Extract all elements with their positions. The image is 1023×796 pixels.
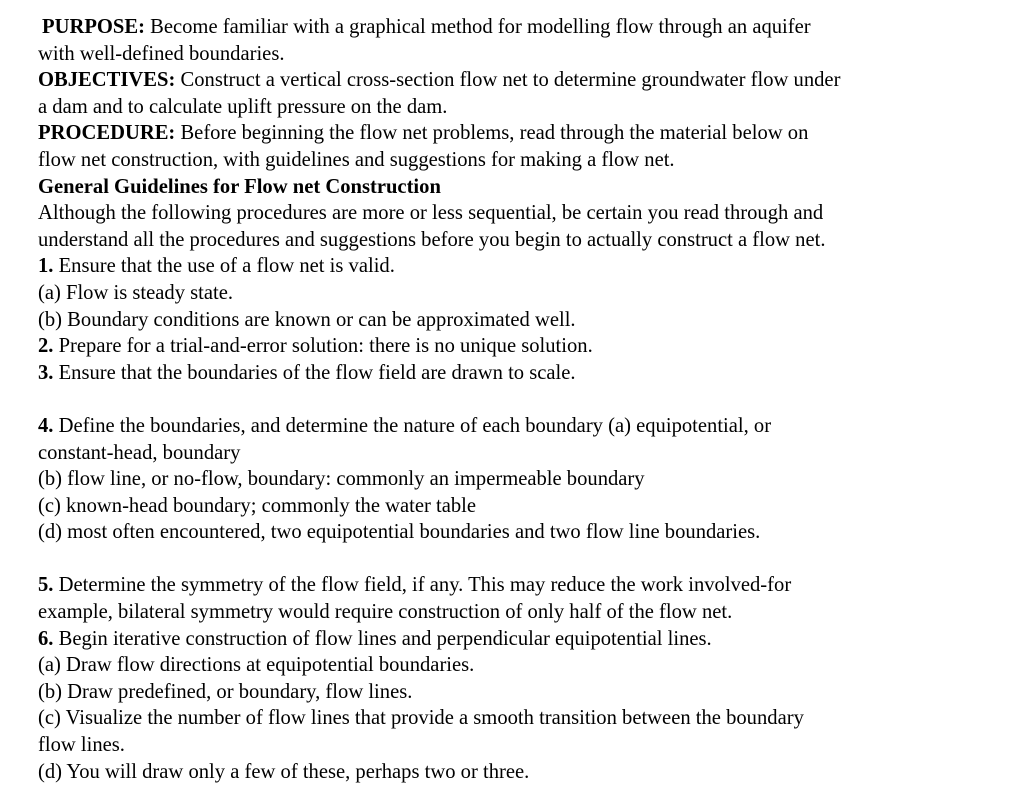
step-6c-line-1: (c) Visualize the number of flow lines that provide a smooth transition between the boundary [38,707,804,730]
step-3 [38,360,998,387]
step-6-text: Begin iterative construction of flow lines and perpendicular equipotential lines. [53,627,712,650]
objectives-line-1 [38,67,998,94]
guidelines-intro-2: understand all the procedures and suggestions before you begin to actually construct a flow net. [38,228,826,251]
step-5-line-2: example, bilateral symmetry would require construction of only half of the flow net. [38,601,733,624]
step-5-text-1: Determine the symmetry of the flow field, if any. This may reduce the work involved-for [53,574,792,597]
guidelines-heading-text: General Guidelines for Flow net Construction [38,175,441,198]
step-1-text: Ensure that the use of a flow net is valid. [53,255,395,278]
objectives-label: OBJECTIVES: [38,69,176,92]
step-6b: (b) Draw predefined, or boundary, flow lines. [38,680,413,703]
step-4-line-2: constant-head, boundary [38,441,241,464]
step-3-text: Ensure that the boundaries of the flow field are drawn to scale. [53,361,576,384]
guidelines-intro-1: Although the following procedures are more or less sequential, be certain you read through and [38,202,824,225]
step-2 [38,333,998,360]
purpose-line-1 [38,14,998,41]
step-4c: (c) known-head boundary; commonly the water table [38,494,477,517]
purpose-text-1: Become familiar with a graphical method for modelling flow through an aquifer [144,16,811,38]
step-6a: (a) Draw flow directions at equipotential boundaries. [38,654,475,677]
purpose-label: PURPOSE: [42,16,145,38]
step-2-text: Prepare for a trial-and-error solution: there is no unique solution. [53,335,593,358]
step-1b: (b) Boundary conditions are known or can be approximated well. [38,308,576,331]
step-1-number: 1. [38,255,54,278]
spacer [38,386,998,413]
objectives-line-2: a dam and to calculate uplift pressure on the dam. [38,95,448,118]
step-6 [38,626,998,653]
step-4-text-1: Define the boundaries, and determine the nature of each boundary (a) equipotential, or [53,414,772,437]
procedure-label: PROCEDURE: [38,122,176,145]
step-3-number: 3. [38,361,54,384]
spacer [38,546,998,573]
step-6c-line-2: flow lines. [38,734,125,757]
step-1a: (a) Flow is steady state. [38,281,234,304]
step-2-number: 2. [38,335,54,358]
objectives-text-1: Construct a vertical cross-section flow net to determine groundwater flow under [175,69,841,92]
step-6d: (d) You will draw only a few of these, perhaps two or three. [38,760,530,783]
purpose-line-2: with well-defined boundaries. [38,42,285,65]
procedure-line-1 [38,120,998,147]
step-4d: (d) most often encountered, two equipotential boundaries and two flow line boundaries. [38,521,761,544]
guidelines-heading [38,174,998,201]
step-6-number: 6. [38,627,54,650]
step-5-number: 5. [38,574,54,597]
step-1 [38,253,998,280]
procedure-line-2: flow net construction, with guidelines and suggestions for making a flow net. [38,148,675,171]
step-4b: (b) flow line, or no-flow, boundary: commonly an impermeable boundary [38,468,645,491]
step-4-number: 4. [38,414,54,437]
procedure-text-1: Before beginning the flow net problems, read through the material below on [175,122,809,145]
step-5-line-1 [38,572,998,599]
step-4-line-1 [38,413,998,440]
